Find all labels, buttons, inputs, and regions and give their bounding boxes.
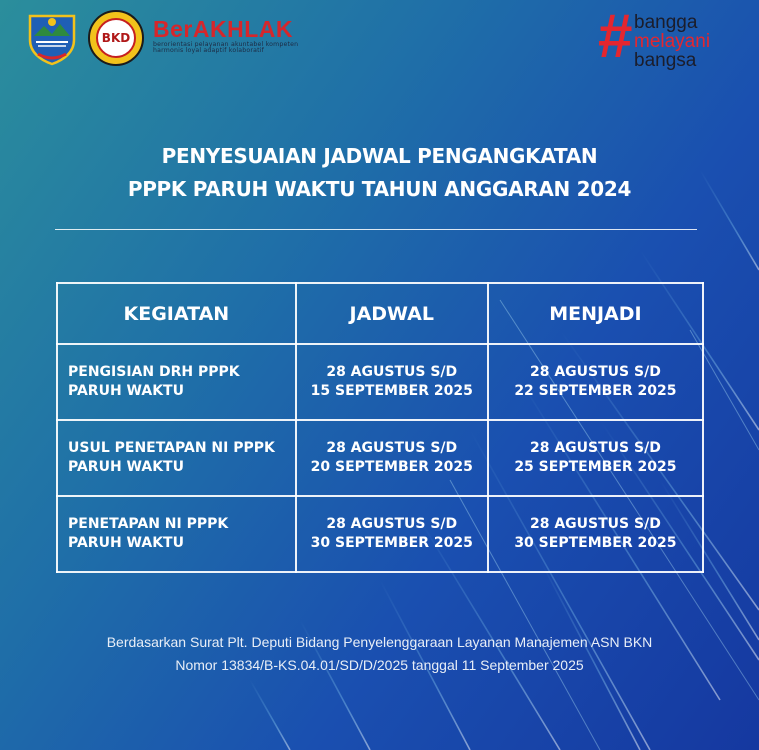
hashtag-icon: # [598,2,633,71]
cell-jadwal: 28 AGUSTUS S/D 30 SEPTEMBER 2025 [296,496,488,572]
title-divider [55,229,697,230]
header-jadwal: JADWAL [296,283,488,344]
bangga-line-2: melayani [634,31,711,52]
table-header-row [57,283,703,344]
page-title [0,140,759,206]
schedule-table [56,282,704,573]
table-row [57,496,703,572]
berakhlak-brand-left: Ber [153,16,193,42]
table-row [57,344,703,420]
cell-kegiatan: USUL PENETAPAN NI PPPK PARUH WAKTU [57,420,296,496]
footnote-line-1: Berdasarkan Surat Plt. Deputi Bidang Penyelenggaraan Layanan Manajemen ASN BKN [106,634,653,650]
cell-menjadi: 28 AGUSTUS S/D 22 SEPTEMBER 2025 [488,344,703,420]
berakhlak-tagline-1: berorientasi pelayanan akuntabel kompeten [153,41,299,48]
cell-menjadi: 28 AGUSTUS S/D 30 SEPTEMBER 2025 [488,496,703,572]
berakhlak-logo [153,16,308,55]
title-line-2: PPPK PARUH WAKTU TAHUN ANGGARAN 2024 [127,177,632,201]
cell-kegiatan: PENETAPAN NI PPPK PARUH WAKTU [57,496,296,572]
cell-kegiatan: PENGISIAN DRH PPPK PARUH WAKTU [57,344,296,420]
header-menjadi: MENJADI [488,283,703,344]
footnote-line-2: Nomor 13834/B-KS.04.01/SD/D/2025 tanggal 11 September 2025 [175,657,584,673]
berakhlak-brand-right: AKHLAK [192,16,293,42]
regency-emblem-icon [24,10,80,66]
header-kegiatan: KEGIATAN [57,283,296,344]
source-footnote [0,631,759,677]
bkd-logo [88,10,144,66]
bangga-line-1: bangga [634,12,698,33]
cell-jadwal: 28 AGUSTUS S/D 15 SEPTEMBER 2025 [296,344,488,420]
cell-jadwal: 28 AGUSTUS S/D 20 SEPTEMBER 2025 [296,420,488,496]
cell-menjadi: 28 AGUSTUS S/D 25 SEPTEMBER 2025 [488,420,703,496]
berakhlak-tagline-2: harmonis loyal adaptif kolaboratif [153,47,264,54]
bangga-line-3: bangsa [634,50,697,71]
bkd-logo-text: BKD [101,31,131,45]
title-line-1: PENYESUAIAN JADWAL PENGANGKATAN [161,144,598,168]
table-row [57,420,703,496]
bangga-melayani-bangsa-logo [598,2,738,76]
